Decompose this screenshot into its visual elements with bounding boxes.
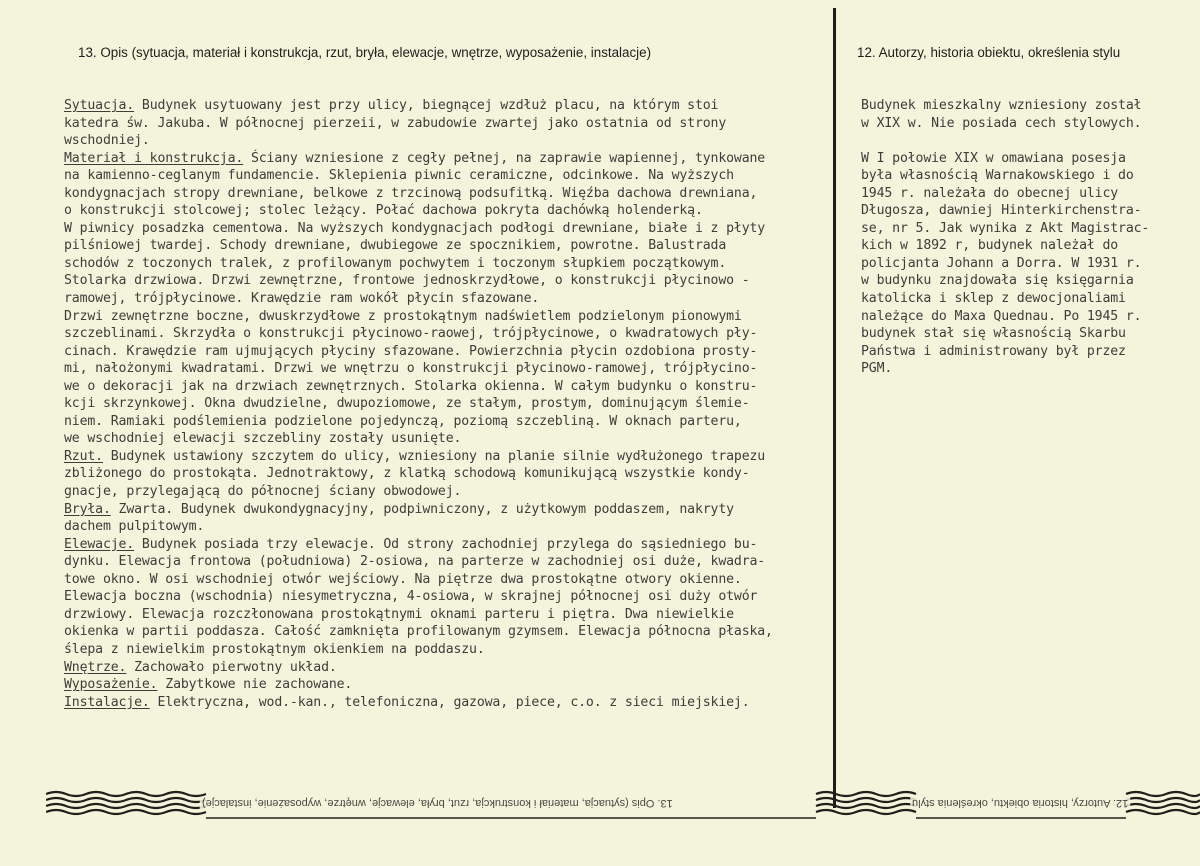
description-line-text: Elewacja boczna (wschodnia) niesymetryczna, 4-osiowa, w skrajnej północnej osi duży otwór (64, 589, 758, 605)
description-text (64, 97, 834, 711)
description-line-text: Drzwi zewnętrzne boczne, dwuskrzydłowe z prostokątnym nadświetlem podzielonym pionowymi (64, 308, 742, 324)
description-line (64, 588, 834, 606)
description-line-text: pilśniowej twardej. Schody drewniane, dwubiegowe ze spocznikiem, powrotne. Balustrada (64, 238, 727, 254)
history-line: se, nr 5. Jak wynika z Akt Magistrac- (861, 220, 1150, 236)
description-line (64, 343, 834, 361)
description-line (64, 623, 834, 641)
description-line-text: katedra św. Jakuba. W północnej pierzeii, w zabudowie zwartej jako ostatnia od strony (64, 115, 727, 131)
description-line-text: Stolarka drzwiowa. Drzwi zewnętrzne, frontowe jednoskrzydłowe, o konstrukcji płycinowo - (64, 273, 750, 289)
history-line: w XIX w. Nie posiada cech stylowych. (861, 115, 1142, 131)
history-line: Państwa i administrowany był przez (861, 343, 1126, 359)
description-line-text: kondygnacjach stropy drewniane, belkowe z trzcinową podsufitką. Więźba dachowa drewniana, (64, 185, 758, 201)
description-line-text: Budynek ustawiony szczytem do ulicy, wzniesiony na planie silnie wydłużonego trapezu (102, 448, 766, 464)
description-line (64, 536, 834, 554)
section-label: Sytuacja. (64, 98, 135, 113)
description-line (64, 255, 834, 273)
description-line (64, 115, 834, 133)
mirrored-heading-12: 12. Autorzy, historia obiektu, określenia stylu (912, 797, 1129, 809)
history-line: Długosza, dawniej Hinterkirchenstra- (861, 203, 1142, 219)
paragraph-gap (861, 132, 1181, 150)
section-label: Bryła. (64, 501, 111, 517)
description-line (64, 167, 834, 185)
description-line (64, 395, 834, 413)
description-line (64, 325, 834, 343)
description-line-text: Ściany wzniesione z cegły pełnej, na zaprawie wapiennej, tynkowane (243, 150, 766, 166)
section-label: Wnętrze. (64, 659, 127, 675)
description-line (64, 290, 834, 308)
description-line-text: szczeblinami. Skrzydła o konstrukcji płycinowo-raowej, trójpłycinowe, o kwadratowych pły- (64, 326, 758, 342)
description-line (64, 501, 834, 519)
section-label: Wyposażenie. (64, 677, 158, 693)
description-line-text: ślepa z niewielkim prostokątnym okienkiem na poddaszu. (64, 641, 485, 657)
description-line-text: na kamienno-ceglanym fundamencie. Sklepienia piwnic ceramiczne, odcinkowe. Na wyższych (64, 168, 734, 184)
description-line-text: kcji skrzynkowej. Okna dwudzielne, dwupoziomowe, ze stałym, prostym, dominującym ślemie- (64, 396, 750, 412)
section-label: Materiał i konstrukcja. (64, 150, 244, 166)
description-line (64, 185, 834, 203)
description-line (64, 553, 834, 571)
description-line-text: dynku. Elewacja frontowa (południowa) 2-osiowa, na parterze w zachodniej osi duże, kwadra- (64, 554, 766, 570)
description-line-text: zbliżonego do prostokąta. Jednotraktowy, z klatką schodową komunikującą wszystkie kondy- (64, 466, 750, 482)
description-line-text: dachem pulpitowym. (64, 519, 205, 535)
description-line (64, 150, 834, 168)
description-line-text: drzwiowy. Elewacja rozczłonowana prostokątnymi oknami parteru i piętra. Dwa niewielkie (64, 606, 734, 622)
description-line-text: Budynek usytuowany jest przy ulicy, biegnącej wzdłuż placu, na którym stoi (134, 98, 719, 113)
description-line (64, 308, 834, 326)
description-line (64, 202, 834, 220)
description-line (64, 448, 834, 466)
description-line (64, 676, 834, 694)
description-line (64, 483, 834, 501)
description-line (64, 659, 834, 677)
description-line (64, 641, 834, 659)
section-13-heading: 13. Opis (sytuacja, materiał i konstrukcja, rzut, bryła, elewacje, wnętrze, wyposażenie, instalacje) (78, 45, 652, 60)
description-line-text: we o dekoracji jak na drzwiach zewnętrznych. Stolarka okienna. W całym budynku o konstru- (64, 378, 758, 394)
description-line-text: gnacje, przylegającą do północnej ściany obwodowej. (64, 484, 462, 500)
description-line-text: mi, nałożonymi kwadratami. Drzwi we wnętrzu o konstrukcji płycinowo-ramowej, trójpłycino- (64, 361, 758, 377)
description-line-text: Budynek posiada trzy elewacje. Od strony zachodniej przylega do sąsiedniego bu- (134, 536, 758, 552)
description-line (64, 360, 834, 378)
history-line: policjanta Johann a Dorra. W 1931 r. (861, 255, 1142, 271)
description-line (64, 606, 834, 624)
section-label: Instalacje. (64, 694, 150, 710)
history-line: kich w 1892 r, budynek należał do (861, 238, 1119, 254)
history-line: należące do Maxa Quednau. Po 1945 r. (861, 308, 1142, 324)
description-line-text: Zwarta. Budynek dwukondygnacyjny, podpiwniczony, z użytkowym poddaszem, nakryty (110, 501, 734, 517)
description-line-text: schodów z toczonych tralek, z profilowanym pochwytem i toczonym słupkiem początkowym. (64, 255, 727, 271)
description-line-text: cinach. Krawędzie ram ujmujących płyciny sfazowane. Powierzchnia płycin ozdobiona prosty- (64, 343, 758, 359)
section-label: Rzut. (64, 448, 103, 464)
history-line: W I połowie XIX w omawiana posesja (861, 150, 1126, 166)
history-line: 1945 r. należała do obecnej ulicy (861, 185, 1119, 201)
description-line-text: wschodniej. (64, 133, 150, 149)
description-line (64, 378, 834, 396)
history-text (861, 97, 1181, 378)
description-line-text: towe okno. W osi wschodniej otwór wejściowy. Na piętrze dwa prostokątne otwory okienne. (64, 571, 742, 587)
description-line-text: okienka w partii poddasza. Całość zamknięta profilowanym gzymsem. Elewacja północna płaska, (64, 624, 773, 640)
description-line (64, 694, 834, 712)
description-line (64, 97, 834, 115)
description-line-text: Elektryczna, wod.-kan., telefoniczna, gazowa, piece, c.o. z sieci miejskiej. (149, 694, 750, 710)
description-line-text: Zachowało pierwotny układ. (126, 659, 337, 675)
history-line: PGM. (861, 361, 893, 377)
description-line (64, 465, 834, 483)
description-line-text: ramowej, trójpłycinowe. Krawędzie ram wokół płycin sfazowane. (64, 291, 540, 307)
description-line (64, 518, 834, 536)
description-line-text: o konstrukcji stolcowej; stolec leżący. Połać dachowa pokryta dachówką holenderką. (64, 203, 703, 219)
mirrored-heading-13: 13. Opis (sytuacja, materiał i konstrukcja, rzut, bryła, elewacje, wnętrze, wyposażenie, instalacje) (202, 797, 673, 809)
history-line: Budynek mieszkalny wzniesiony został (861, 98, 1142, 113)
description-line (64, 237, 834, 255)
description-line-text: we wschodniej elewacji szczebliny zostały usunięte. (64, 431, 462, 447)
description-line-text: Zabytkowe nie zachowane. (157, 677, 353, 693)
description-line (64, 430, 834, 448)
history-line: budynek stał się własnością Skarbu (861, 326, 1126, 342)
history-line: w budynku znajdowała się księgarnia (861, 273, 1134, 289)
description-line (64, 132, 834, 150)
description-line-text: niem. Ramiaki podślemienia podzielone pojedynczą, poziomą szczebliną. W oknach parteru, (64, 413, 742, 429)
section-label: Elewacje. (64, 536, 135, 552)
description-line-text: W piwnicy posadzka cementowa. Na wyższych kondygnacjach podłogi drewniane, białe i z płyty (64, 220, 766, 236)
history-line: katolicka i sklep z dewocjonaliami (861, 291, 1126, 307)
wavy-line-border (46, 790, 1200, 830)
description-line (64, 413, 834, 431)
description-line (64, 272, 834, 290)
description-line (64, 220, 834, 238)
section-12-heading: 12. Autorzy, historia obiektu, określenia stylu (857, 45, 1121, 60)
history-line: była własnością Warnakowskiego i do (861, 168, 1134, 184)
description-line (64, 571, 834, 589)
